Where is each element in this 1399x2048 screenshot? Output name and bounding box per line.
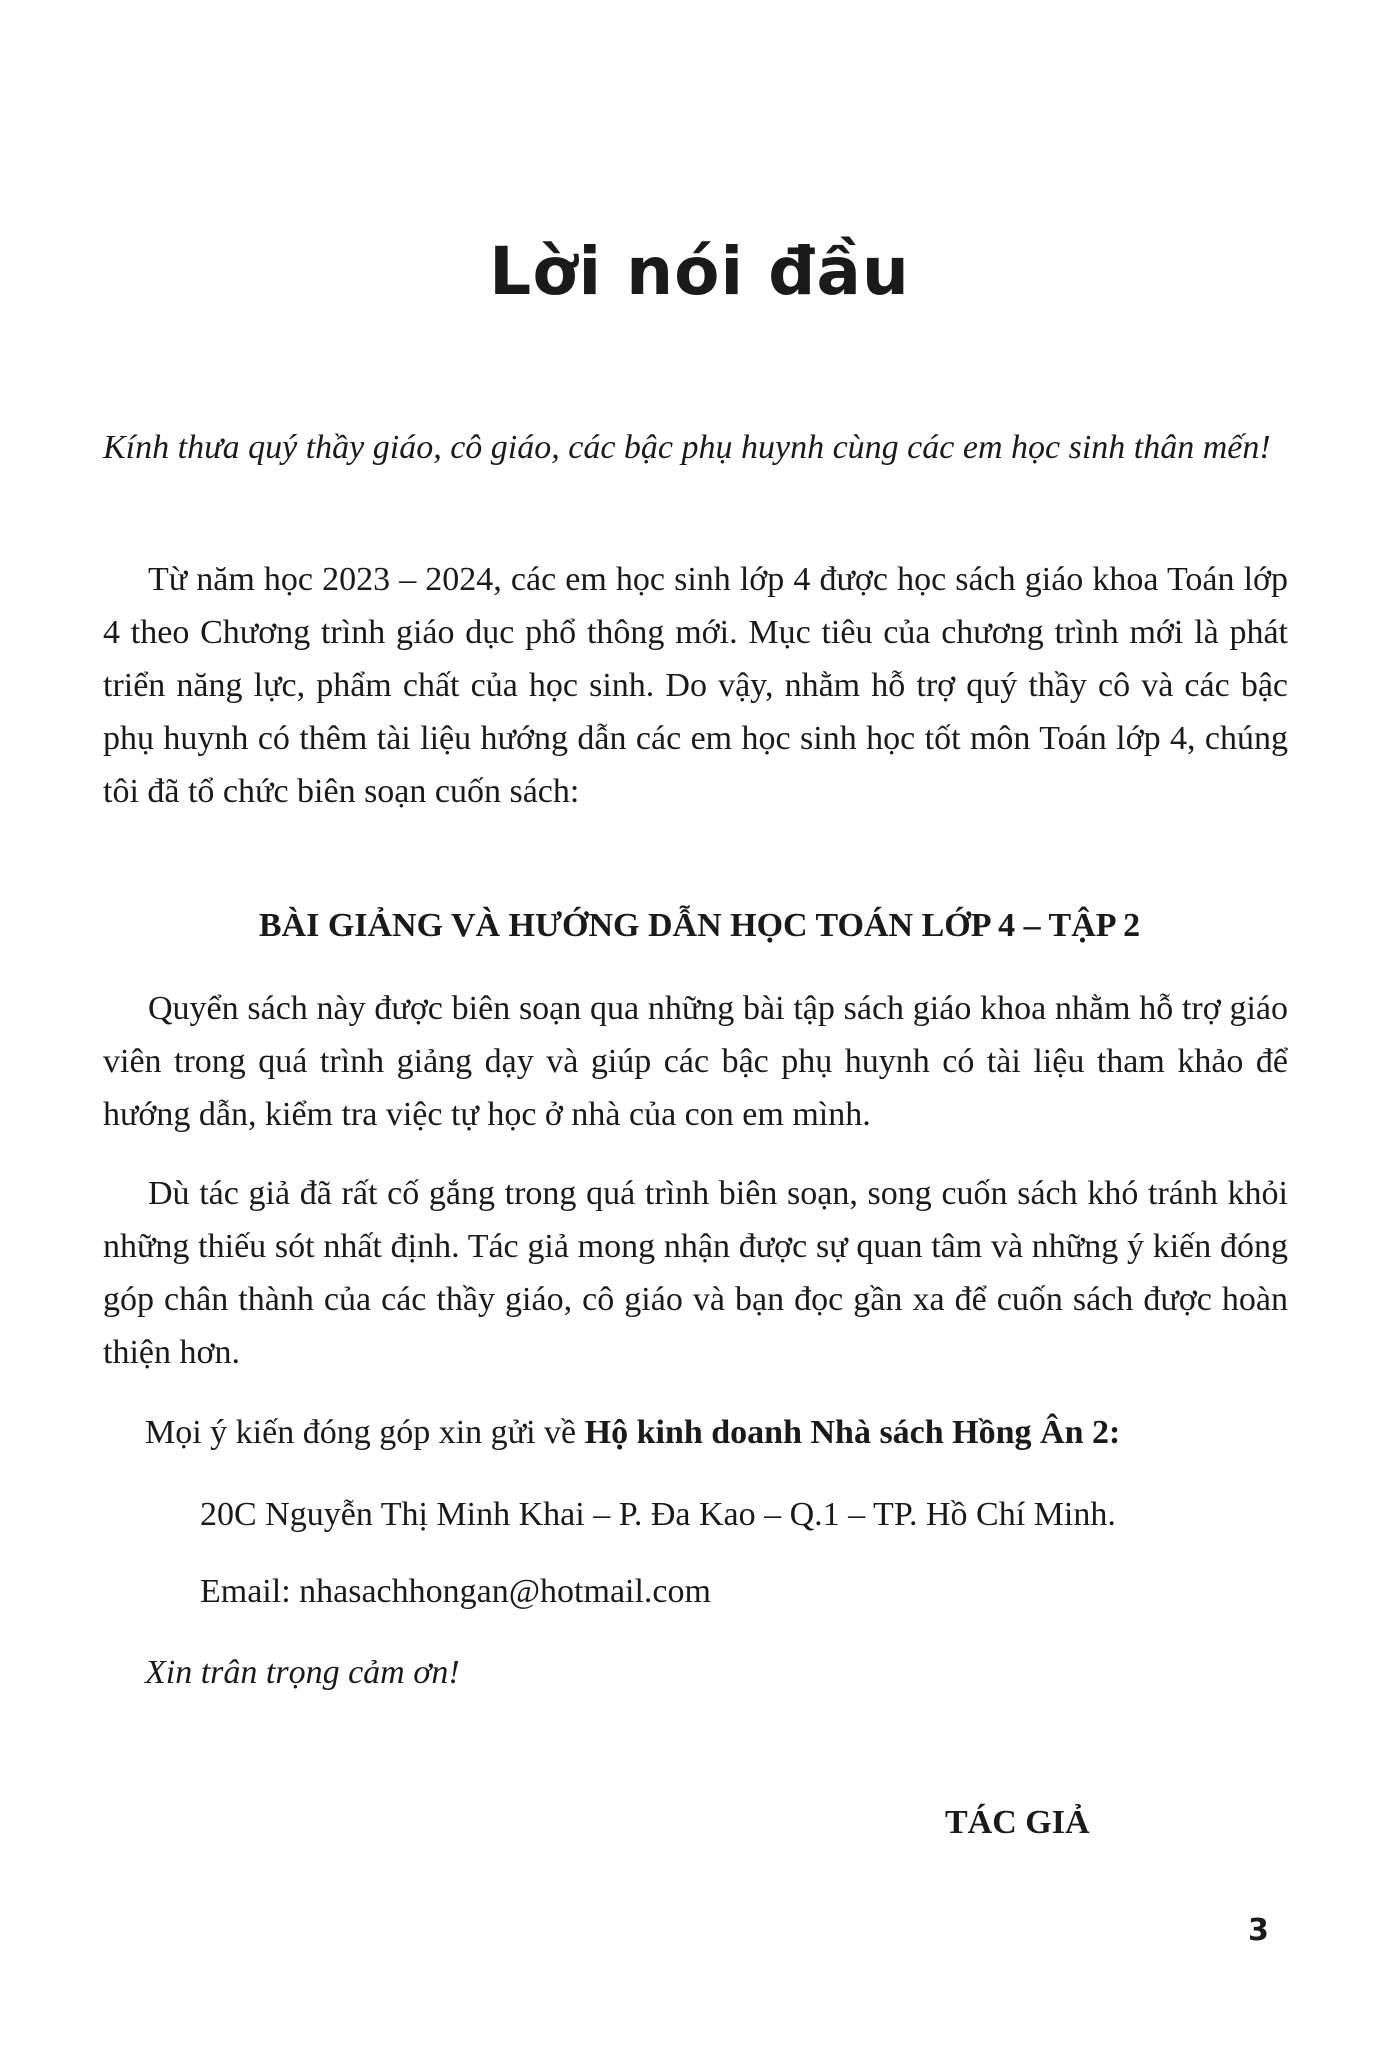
purpose-paragraph: Quyển sách này được biên soạn qua những bài tập sách giáo khoa nhằm hỗ trợ giáo viên trong quá trình giảng dạy và giúp các bậc phụ huynh có tài liệu tham khảo để hướng dẫn, kiểm tra việc tự học ở nhà của con em mình. [103,990,1288,1133]
publisher-address: 20C Nguyễn Thị Minh Khai – P. Đa Kao – Q.1 – TP. Hồ Chí Minh. [200,1496,1116,1533]
author-signature: TÁC GIẢ [945,1804,1090,1841]
publisher-email: Email: nhasachhongan@hotmail.com [200,1573,711,1610]
contact-intro: Mọi ý kiến đóng góp xin gửi về [145,1414,585,1451]
page-title: Lời nói đầu [489,233,910,310]
acknowledgement-paragraph: Dù tác giả đã rất cố gắng trong quá trình biên soạn, song cuốn sách khó tránh khỏi những thiếu sót nhất định. Tác giả mong nhận được sự quan tâm và những ý kiến đóng góp chân thành của các thầy giáo, cô giáo và bạn đọc gần xa để cuốn sách được hoàn thiện hơn. [103,1175,1288,1371]
book-title-heading: BÀI GIẢNG VÀ HƯỚNG DẪN HỌC TOÁN LỚP 4 – TẬP 2 [258,907,1141,944]
greeting-paragraph: Kính thưa quý thầy giáo, cô giáo, các bậc phụ huynh cùng các em học sinh thân mến! [103,429,1271,466]
publisher-name: Hộ kinh doanh Nhà sách Hồng Ân 2: [584,1414,1121,1451]
contact-line [145,1406,1120,1459]
closing-line: Xin trân trọng cảm ơn! [145,1654,460,1691]
page-number: 3 [1248,1913,1269,1948]
intro-paragraph: Từ năm học 2023 – 2024, các em học sinh lớp 4 được học sách giáo khoa Toán lớp 4 theo Chương trình giáo dục phổ thông mới. Mục tiêu của chương trình mới là phát triển năng lực, phẩm chất của học sinh. Do vậy, nhằm hỗ trợ quý thầy cô và các bậc phụ huynh có thêm tài liệu hướng dẫn các em học sinh học tốt môn Toán lớp 4, chúng tôi đã tổ chức biên soạn cuốn sách: [103,561,1288,810]
